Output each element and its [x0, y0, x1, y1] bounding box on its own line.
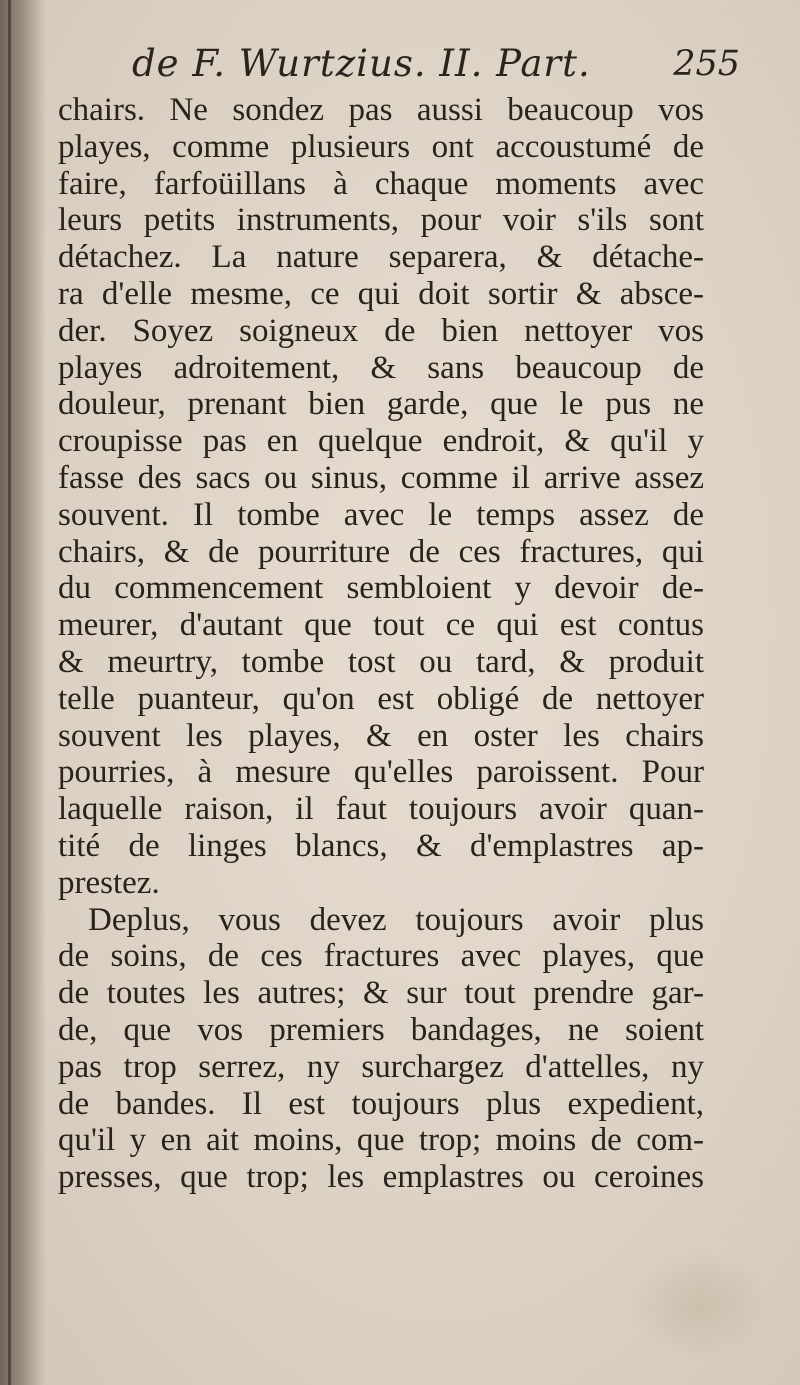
text-line: de soins, de ces fractures avec playes, que	[58, 938, 704, 975]
text-line: telle puanteur, qu'on est obligé de nettoyer	[58, 680, 704, 717]
text-line: pas trop serrez, ny surchargez d'attelles, ny	[58, 1048, 704, 1085]
text-line: playes adroitement, & sans beaucoup de	[58, 349, 704, 386]
text-line: meurer, d'autant que tout ce qui est contus	[58, 607, 704, 644]
text-line: playes, comme plusieurs ont accoustumé de	[58, 128, 704, 165]
text-line: douleur, prenant bien garde, que le pus ne	[58, 386, 704, 423]
text-line: de bandes. Il est toujours plus expedient,	[58, 1085, 704, 1122]
text-line: souvent les playes, & en oster les chairs	[58, 717, 704, 754]
text-line: presses, que trop; les emplastres ou ceroines	[58, 1159, 704, 1196]
text-line: fasse des sacs ou sinus, comme il arrive assez	[58, 459, 704, 496]
body-text	[58, 92, 704, 1196]
text-line: der. Soyez soigneux de bien nettoyer vos	[58, 312, 704, 349]
text-line: faire, farfoüillans à chaque moments avec	[58, 165, 704, 202]
binding-edge	[8, 0, 11, 1385]
text-line: qu'il y en ait moins, que trop; moins de com-	[58, 1122, 704, 1159]
text-line: du commencement sembloient y devoir de-	[58, 570, 704, 607]
text-line: souvent. Il tombe avec le temps assez de	[58, 496, 704, 533]
text-line: leurs petits instruments, pour voir s'ils sont	[58, 202, 704, 239]
text-line: chairs. Ne sondez pas aussi beaucoup vos	[58, 92, 704, 128]
running-head-title: de F. Wurtzius. II. Part.	[132, 42, 591, 85]
text-line: tité de linges blancs, & d'emplastres ap-	[58, 827, 704, 864]
text-line: chairs, & de pourriture de ces fractures, qui	[58, 533, 704, 570]
text-line: laquelle raison, il faut toujours avoir quan-	[58, 791, 704, 828]
text-line: de toutes les autres; & sur tout prendre gar-	[58, 975, 704, 1012]
text-line: pourries, à mesure qu'elles paroissent. Pour	[58, 754, 704, 791]
text-line: ra d'elle mesme, ce qui doit sortir & absce-	[58, 275, 704, 312]
paper-stain	[630, 1250, 770, 1360]
text-line: de, que vos premiers bandages, ne soient	[58, 1011, 704, 1048]
text-line: croupisse pas en quelque endroit, & qu'il y	[58, 423, 704, 460]
running-head	[60, 40, 740, 90]
paragraph-end-line: prestez.	[58, 864, 160, 901]
paragraph-start-line: Deplus, vous devez toujours avoir plus	[88, 901, 704, 938]
text-line: détachez. La nature separera, & détache-	[58, 239, 704, 276]
binding-gutter	[0, 0, 46, 1385]
page-number: 255	[673, 44, 740, 84]
text-line: & meurtry, tombe tost ou tard, & produit	[58, 643, 704, 680]
